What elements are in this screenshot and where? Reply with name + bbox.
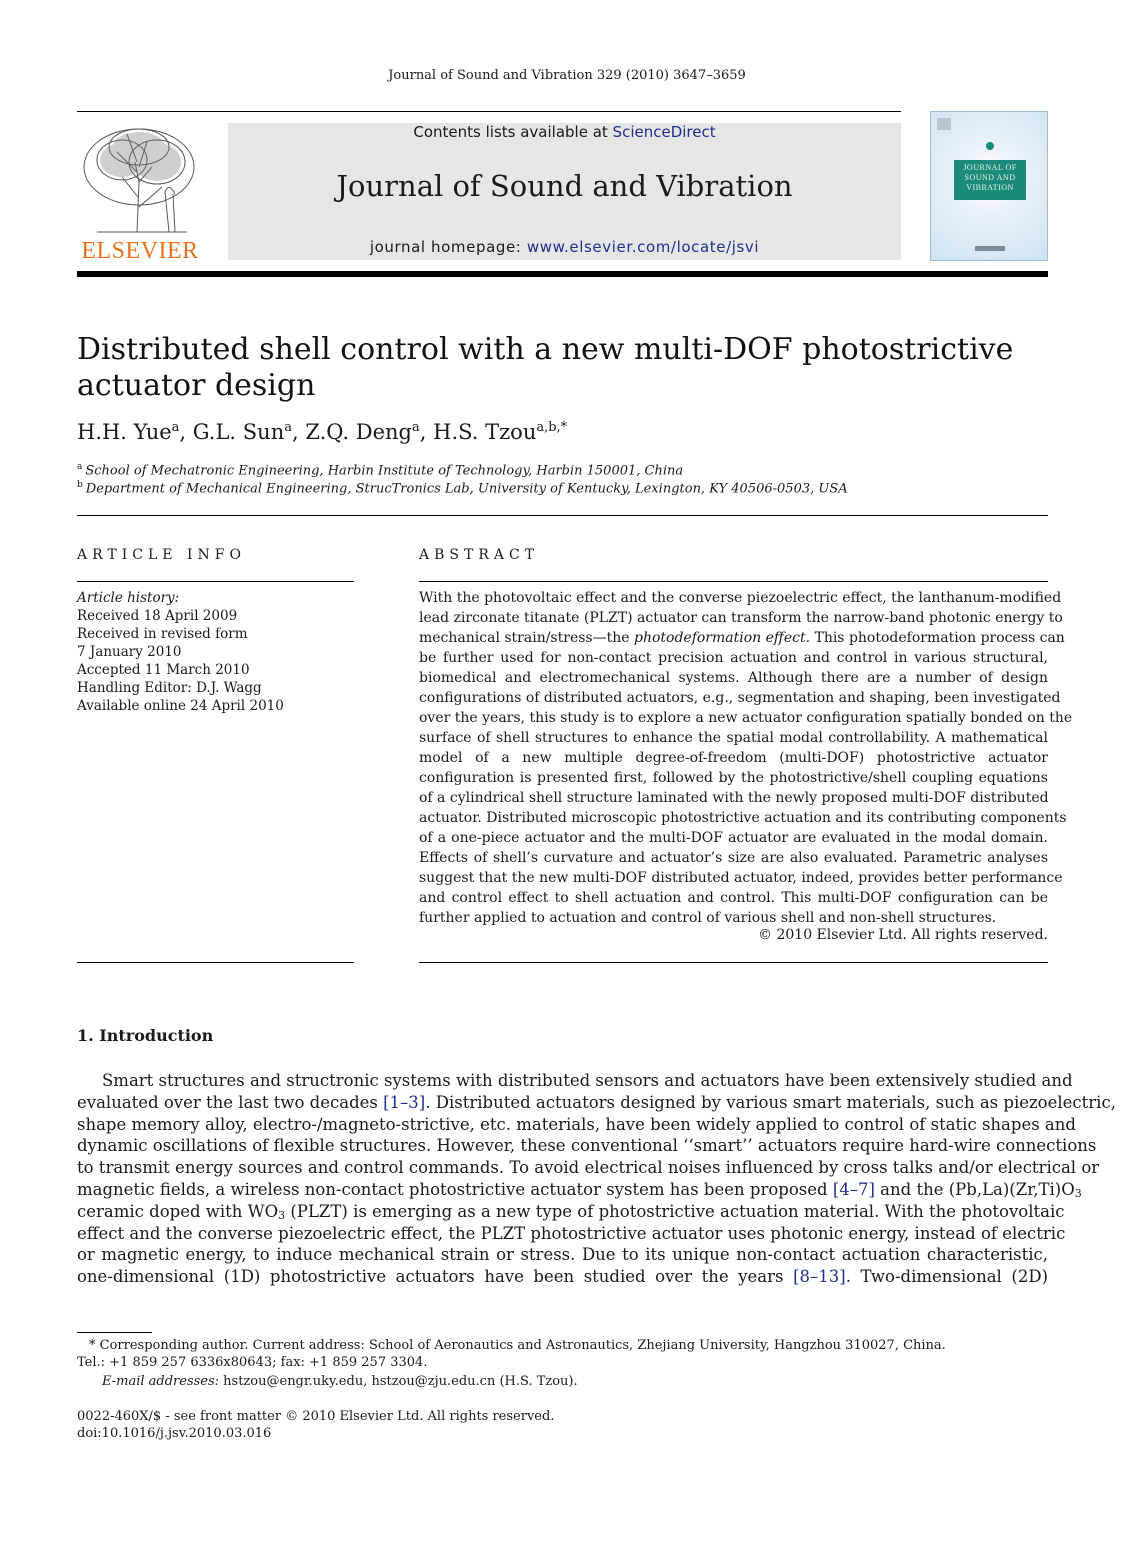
affiliation-mark: a [77, 462, 83, 472]
history-item: Received 18 April 2009 [77, 608, 238, 624]
intro-text: ceramic doped with WO [77, 1201, 279, 1221]
history-item: Available online 24 April 2010 [77, 698, 284, 714]
abstract-line: of a cylindrical shell structure laminated with the newly proposed multi-DOF distributed [419, 790, 1049, 806]
history-item: Accepted 11 March 2010 [77, 662, 250, 678]
email-addresses: hstzou@engr.uky.edu, hstzou@zju.edu.cn (H.S. Tzou). [219, 1374, 578, 1389]
history-item: Handling Editor: D.J. Wagg [77, 680, 262, 696]
abstract-line: further applied to actuation and control of various shell and non-shell structures. [419, 910, 997, 926]
cover-sciencedirect-icon [975, 246, 1005, 251]
homepage-prefix: journal homepage: [369, 238, 527, 256]
tree-icon [77, 122, 203, 234]
abstract-rule [419, 581, 1048, 582]
footnote-tel: Tel.: +1 859 257 6336x80643; fax: +1 859 257 3304. [77, 1355, 428, 1370]
author-name: Z.Q. Deng [305, 420, 412, 444]
intro-line [77, 1201, 1065, 1223]
title-line: Distributed shell control with a new multi-DOF photostrictive [77, 332, 1014, 367]
citation-link[interactable]: [4–7] [832, 1179, 875, 1199]
author-list: H.H. Yue$^a$, G.L. Sun$^a$, Z.Q. Deng$^a$, H.S. Tzou$^{a,b,*}$ [77, 420, 568, 444]
article-title [77, 332, 1037, 404]
title-line: actuator design [77, 368, 316, 403]
abstract-line: Effects of shell’s curvature and actuator’s size are also evaluated. Parametric analyses [419, 850, 1048, 866]
author-affiliation-mark: a [284, 420, 292, 435]
abstract-emphasis: photodeformation effect [633, 630, 806, 646]
abstract-line: With the photovoltaic effect and the converse piezoelectric effect, the lanthanum-modified [419, 590, 1062, 606]
abstract-text: mechanical strain/stress—the [419, 630, 634, 646]
footnote-corresponding [77, 1338, 1048, 1353]
intro-text: . Distributed actuators designed by various smart materials, such as piezoelectric, [425, 1092, 1116, 1112]
homepage-link[interactable]: www.elsevier.com/locate/jsvi [526, 238, 760, 256]
publisher-logo-text: ELSEVIER [81, 238, 199, 264]
running-head: Journal of Sound and Vibration 329 (2010) 3647–3659 [388, 68, 746, 83]
footnote-star: * [89, 1338, 96, 1353]
intro-line: or magnetic energy, to induce mechanical strain or stress. Due to its unique non-contact actuation characteristic, [77, 1245, 1048, 1265]
email-label: E-mail addresses: [102, 1374, 220, 1389]
abstract-line: be further used for non-contact precision actuation and control in various structural, [419, 650, 1048, 666]
author-name: H.S. Tzou [433, 420, 537, 444]
abstract-line: and control effect to shell actuation and control. This multi-DOF configuration can be [419, 890, 1048, 906]
intro-line [77, 1266, 1048, 1288]
subscript: 3 [278, 1208, 286, 1222]
citation-link[interactable]: [1–3] [383, 1092, 426, 1112]
journal-name: Journal of Sound and Vibration [336, 169, 793, 203]
article-info-rule [77, 581, 354, 582]
intro-text: . Two-dimensional (2D) [845, 1267, 1049, 1287]
affiliation [77, 462, 1037, 478]
intro-text: magnetic fields, a wireless non-contact photostrictive actuator system has been proposed [77, 1179, 833, 1199]
footnote-rule [77, 1332, 152, 1333]
abstract-line: over the years, this study is to explore a new actuator configuration spatially bonded on the [419, 710, 1073, 726]
intro-text: and the (Pb,La)(Zr,Ti)O [874, 1179, 1075, 1199]
intro-line: Smart structures and structronic systems with distributed sensors and actuators have been extensively studied and [102, 1071, 1073, 1090]
author-name: G.L. Sun [192, 420, 285, 444]
author-name: H.H. Yue [77, 420, 172, 444]
abstract-line: of a one-piece actuator and the multi-DOF actuator are evaluated in the modal domain. [419, 830, 1048, 846]
intro-line: dynamic oscillations of flexible structures. However, these conventional ‘‘smart’’ actuators require hard-wire connections [77, 1136, 1097, 1156]
cover-emblem-icon [986, 142, 994, 150]
intro-line: effect and the converse piezoelectric effect, the PLZT photostrictive actuator uses photonic energy, instead of electric [77, 1223, 1066, 1243]
doi-line: doi:10.1016/j.jsv.2010.03.016 [77, 1426, 272, 1441]
affiliation-text: School of Mechatronic Engineering, Harbin Institute of Technology, Harbin 150001, China [85, 463, 684, 479]
footnote-text: Corresponding author. Current address: School of Aeronautics and Astronautics, Zhejiang University, Hangzhou 310027, China. [99, 1338, 946, 1353]
citation-link[interactable]: [8–13] [793, 1267, 846, 1287]
abstract-copyright: © 2010 Elsevier Ltd. All rights reserved. [758, 927, 1048, 943]
cover-publisher-icon [937, 118, 951, 130]
introduction-heading: 1. Introduction [77, 1026, 214, 1045]
history-item: 7 January 2010 [77, 644, 182, 660]
intro-text: one-dimensional (1D) photostrictive actuators have been studied over the years [77, 1267, 794, 1287]
article-info-bottom-rule [77, 962, 354, 963]
journal-cover-thumbnail [930, 111, 1048, 261]
abstract-line: biomedical and electromechanical systems. Although there are a number of design [419, 670, 1048, 686]
contents-prefix: Contents lists available at [413, 123, 613, 141]
intro-line: to transmit energy sources and control commands. To avoid electrical noises influenced by cross talks and/or electrical or [77, 1158, 1100, 1178]
introduction-paragraph [77, 1070, 1116, 1288]
abstract-bottom-rule [419, 962, 1048, 963]
cover-title: JOURNAL OF SOUND AND VIBRATION [963, 163, 1017, 192]
author-affiliation-mark: a,b,* [536, 420, 568, 435]
history-item: Received in revised form [77, 626, 248, 642]
abstract-line: actuator. Distributed microscopic photostrictive actuation and its contributing components [419, 810, 1067, 826]
intro-text: (PLZT) is emerging as a new type of photostrictive actuation material. With the photovoltaic [285, 1201, 1065, 1221]
header-thick-rule [77, 271, 1048, 277]
contents-line [228, 123, 901, 141]
cover-title-box [954, 160, 1026, 200]
abstract-body [419, 588, 1073, 928]
front-matter-line: 0022-460X/$ - see front matter © 2010 Elsevier Ltd. All rights reserved. [77, 1409, 555, 1424]
intro-text: evaluated over the last two decades [77, 1092, 384, 1112]
top-rule [77, 111, 901, 112]
intro-line: shape memory alloy, electro-/magneto-strictive, etc. materials, have been widely applied to control of static shapes and [77, 1114, 1076, 1134]
history-label: Article history: [77, 590, 180, 606]
author-affiliation-mark: a [171, 420, 180, 435]
section-rule [77, 515, 1048, 516]
article-history [77, 589, 354, 715]
abstract-line [419, 628, 1065, 648]
subscript: 3 [1074, 1186, 1082, 1200]
journal-banner [228, 123, 901, 260]
intro-line [77, 1092, 1116, 1114]
abstract-line: surface of shell structures to enhance the spatial modal controllability. A mathematical [419, 730, 1048, 746]
abstract-line: lead zirconate titanate (PLZT) actuator can transform the narrow-band photonic energy to [419, 610, 1063, 626]
homepage-line [228, 238, 901, 256]
footnote-email [77, 1374, 1048, 1389]
affiliation [77, 480, 1037, 496]
author-affiliation-mark: a [412, 420, 420, 435]
abstract-line: suggest that the new multi-DOF distributed actuator, indeed, provides better performance [419, 870, 1063, 886]
abstract-line: configurations of distributed actuators, e.g., segmentation and shaping, been investigated [419, 690, 1061, 706]
abstract-line: configuration is presented first, followed by the photostrictive/shell coupling equations [419, 770, 1048, 786]
affiliation-text: Department of Mechanical Engineering, StrucTronics Lab, University of Kentucky, Lexington, KY 40506-0503, USA [85, 481, 848, 497]
abstract-line: model of a new multiple degree-of-freedom (multi-DOF) photostrictive actuator [419, 750, 1048, 766]
abstract-heading: ABSTRACT [419, 547, 540, 563]
article-info-heading: ARTICLE INFO [77, 547, 246, 563]
intro-line [77, 1179, 1082, 1201]
affiliation-mark: b [77, 480, 83, 490]
sciencedirect-link[interactable]: ScienceDirect [612, 123, 716, 141]
abstract-text: . This photodeformation process can [805, 630, 1065, 646]
